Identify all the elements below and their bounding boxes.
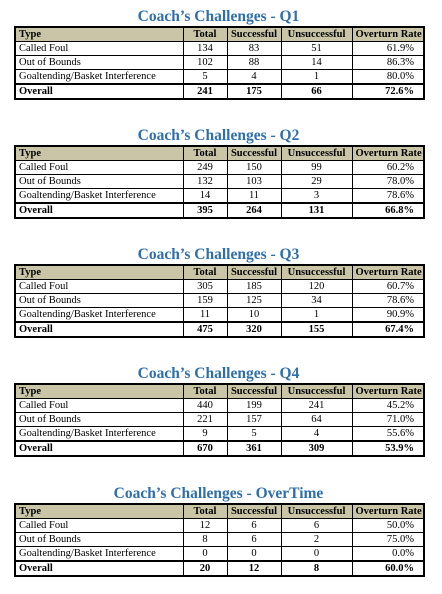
- cell-successful: 88: [227, 56, 281, 70]
- column-header-type: Type: [15, 504, 183, 519]
- table-row: [15, 533, 424, 547]
- table-row: [15, 427, 424, 442]
- overall-row: [15, 203, 424, 218]
- cell-total: 9: [183, 427, 227, 442]
- cell-type: Goaltending/Basket Interference: [15, 427, 183, 442]
- challenges-table: [14, 145, 425, 219]
- column-header-type: Type: [15, 146, 183, 161]
- cell-type: Overall: [15, 441, 183, 456]
- cell-total: 440: [183, 399, 227, 413]
- cell-successful: 264: [227, 203, 281, 218]
- cell-type: Called Foul: [15, 519, 183, 533]
- column-header-total: Total: [183, 504, 227, 519]
- table-header-row: [15, 27, 424, 42]
- column-header-total: Total: [183, 146, 227, 161]
- cell-overturn-rate: 53.9%: [352, 441, 424, 456]
- column-header-unsuccessful: Unsuccessful: [281, 265, 352, 280]
- table-row: [15, 413, 424, 427]
- cell-unsuccessful: 66: [281, 84, 352, 99]
- cell-successful: 6: [227, 519, 281, 533]
- cell-type: Overall: [15, 322, 183, 337]
- cell-total: 159: [183, 294, 227, 308]
- column-header-overturn-rate: Overturn Rate: [352, 265, 424, 280]
- cell-overturn-rate: 78.6%: [352, 189, 424, 204]
- cell-overturn-rate: 60.0%: [352, 561, 424, 576]
- overall-row: [15, 441, 424, 456]
- column-header-overturn-rate: Overturn Rate: [352, 146, 424, 161]
- cell-unsuccessful: 0: [281, 547, 352, 562]
- cell-unsuccessful: 1: [281, 70, 352, 85]
- cell-overturn-rate: 66.8%: [352, 203, 424, 218]
- cell-successful: 83: [227, 42, 281, 56]
- cell-overturn-rate: 78.0%: [352, 175, 424, 189]
- cell-successful: 150: [227, 161, 281, 175]
- cell-overturn-rate: 60.2%: [352, 161, 424, 175]
- column-header-total: Total: [183, 384, 227, 399]
- cell-overturn-rate: 61.9%: [352, 42, 424, 56]
- cell-total: 102: [183, 56, 227, 70]
- overall-row: [15, 561, 424, 576]
- table-row: [15, 70, 424, 85]
- challenges-table: [14, 26, 425, 100]
- cell-type: Goaltending/Basket Interference: [15, 70, 183, 85]
- cell-type: Goaltending/Basket Interference: [15, 189, 183, 204]
- cell-type: Called Foul: [15, 42, 183, 56]
- cell-total: 5: [183, 70, 227, 85]
- cell-total: 0: [183, 547, 227, 562]
- table-row: [15, 42, 424, 56]
- overall-row: [15, 84, 424, 99]
- table-row: [15, 547, 424, 562]
- column-header-successful: Successful: [227, 265, 281, 280]
- cell-unsuccessful: 8: [281, 561, 352, 576]
- table-row: [15, 519, 424, 533]
- column-header-type: Type: [15, 384, 183, 399]
- section-1: [14, 9, 423, 100]
- cell-unsuccessful: 51: [281, 42, 352, 56]
- section-title: Coach’s Challenges - Q1: [137, 8, 300, 25]
- cell-total: 134: [183, 42, 227, 56]
- cell-total: 14: [183, 189, 227, 204]
- table-header-row: [15, 265, 424, 280]
- cell-overturn-rate: 67.4%: [352, 322, 424, 337]
- cell-overturn-rate: 55.6%: [352, 427, 424, 442]
- cell-overturn-rate: 86.3%: [352, 56, 424, 70]
- overall-row: [15, 322, 424, 337]
- cell-type: Overall: [15, 561, 183, 576]
- cell-unsuccessful: 120: [281, 280, 352, 294]
- cell-successful: 125: [227, 294, 281, 308]
- table-header-row: [15, 384, 424, 399]
- cell-unsuccessful: 99: [281, 161, 352, 175]
- cell-type: Out of Bounds: [15, 533, 183, 547]
- cell-total: 221: [183, 413, 227, 427]
- section-title: Coach’s Challenges - Q2: [137, 127, 300, 144]
- cell-unsuccessful: 155: [281, 322, 352, 337]
- cell-unsuccessful: 64: [281, 413, 352, 427]
- cell-overturn-rate: 90.9%: [352, 308, 424, 323]
- cell-successful: 6: [227, 533, 281, 547]
- cell-type: Overall: [15, 84, 183, 99]
- cell-successful: 5: [227, 427, 281, 442]
- cell-overturn-rate: 80.0%: [352, 70, 424, 85]
- table-row: [15, 399, 424, 413]
- cell-type: Out of Bounds: [15, 413, 183, 427]
- cell-total: 11: [183, 308, 227, 323]
- table-header-row: [15, 146, 424, 161]
- cell-unsuccessful: 29: [281, 175, 352, 189]
- cell-total: 20: [183, 561, 227, 576]
- cell-successful: 361: [227, 441, 281, 456]
- cell-unsuccessful: 4: [281, 427, 352, 442]
- section-4: [14, 366, 423, 457]
- column-header-unsuccessful: Unsuccessful: [281, 146, 352, 161]
- column-header-overturn-rate: Overturn Rate: [352, 384, 424, 399]
- column-header-type: Type: [15, 27, 183, 42]
- cell-successful: 4: [227, 70, 281, 85]
- table-row: [15, 280, 424, 294]
- table-header-row: [15, 504, 424, 519]
- cell-overturn-rate: 78.6%: [352, 294, 424, 308]
- cell-successful: 320: [227, 322, 281, 337]
- table-row: [15, 294, 424, 308]
- section-3: [14, 247, 423, 338]
- table-row: [15, 189, 424, 204]
- cell-total: 241: [183, 84, 227, 99]
- cell-unsuccessful: 3: [281, 189, 352, 204]
- column-header-successful: Successful: [227, 27, 281, 42]
- cell-type: Called Foul: [15, 280, 183, 294]
- challenges-table: [14, 264, 425, 338]
- cell-total: 475: [183, 322, 227, 337]
- cell-successful: 157: [227, 413, 281, 427]
- cell-unsuccessful: 34: [281, 294, 352, 308]
- challenges-table: [14, 503, 425, 577]
- cell-total: 12: [183, 519, 227, 533]
- cell-unsuccessful: 309: [281, 441, 352, 456]
- cell-overturn-rate: 60.7%: [352, 280, 424, 294]
- cell-unsuccessful: 1: [281, 308, 352, 323]
- cell-overturn-rate: 71.0%: [352, 413, 424, 427]
- section-title: Coach’s Challenges - OverTime: [113, 485, 324, 502]
- cell-overturn-rate: 0.0%: [352, 547, 424, 562]
- cell-type: Out of Bounds: [15, 175, 183, 189]
- table-row: [15, 56, 424, 70]
- cell-unsuccessful: 14: [281, 56, 352, 70]
- cell-type: Goaltending/Basket Interference: [15, 308, 183, 323]
- section-title: Coach’s Challenges - Q3: [137, 246, 300, 263]
- column-header-type: Type: [15, 265, 183, 280]
- cell-unsuccessful: 241: [281, 399, 352, 413]
- cell-type: Goaltending/Basket Interference: [15, 547, 183, 562]
- column-header-successful: Successful: [227, 384, 281, 399]
- cell-successful: 175: [227, 84, 281, 99]
- cell-total: 132: [183, 175, 227, 189]
- cell-type: Called Foul: [15, 161, 183, 175]
- column-header-total: Total: [183, 27, 227, 42]
- section-title: Coach’s Challenges - Q4: [137, 365, 300, 382]
- column-header-successful: Successful: [227, 146, 281, 161]
- cell-successful: 185: [227, 280, 281, 294]
- cell-unsuccessful: 2: [281, 533, 352, 547]
- cell-type: Called Foul: [15, 399, 183, 413]
- column-header-overturn-rate: Overturn Rate: [352, 504, 424, 519]
- column-header-unsuccessful: Unsuccessful: [281, 504, 352, 519]
- cell-successful: 0: [227, 547, 281, 562]
- cell-unsuccessful: 131: [281, 203, 352, 218]
- cell-total: 395: [183, 203, 227, 218]
- cell-total: 305: [183, 280, 227, 294]
- cell-total: 8: [183, 533, 227, 547]
- cell-successful: 12: [227, 561, 281, 576]
- table-row: [15, 175, 424, 189]
- cell-total: 249: [183, 161, 227, 175]
- section-2: [14, 128, 423, 219]
- cell-overturn-rate: 45.2%: [352, 399, 424, 413]
- cell-successful: 103: [227, 175, 281, 189]
- cell-total: 670: [183, 441, 227, 456]
- cell-type: Out of Bounds: [15, 294, 183, 308]
- cell-overturn-rate: 72.6%: [352, 84, 424, 99]
- column-header-total: Total: [183, 265, 227, 280]
- section-5: [14, 486, 423, 577]
- challenges-table: [14, 383, 425, 457]
- table-row: [15, 161, 424, 175]
- cell-unsuccessful: 6: [281, 519, 352, 533]
- column-header-successful: Successful: [227, 504, 281, 519]
- cell-successful: 10: [227, 308, 281, 323]
- cell-successful: 199: [227, 399, 281, 413]
- column-header-unsuccessful: Unsuccessful: [281, 27, 352, 42]
- column-header-unsuccessful: Unsuccessful: [281, 384, 352, 399]
- cell-overturn-rate: 50.0%: [352, 519, 424, 533]
- table-row: [15, 308, 424, 323]
- cell-type: Overall: [15, 203, 183, 218]
- cell-overturn-rate: 75.0%: [352, 533, 424, 547]
- cell-successful: 11: [227, 189, 281, 204]
- column-header-overturn-rate: Overturn Rate: [352, 27, 424, 42]
- cell-type: Out of Bounds: [15, 56, 183, 70]
